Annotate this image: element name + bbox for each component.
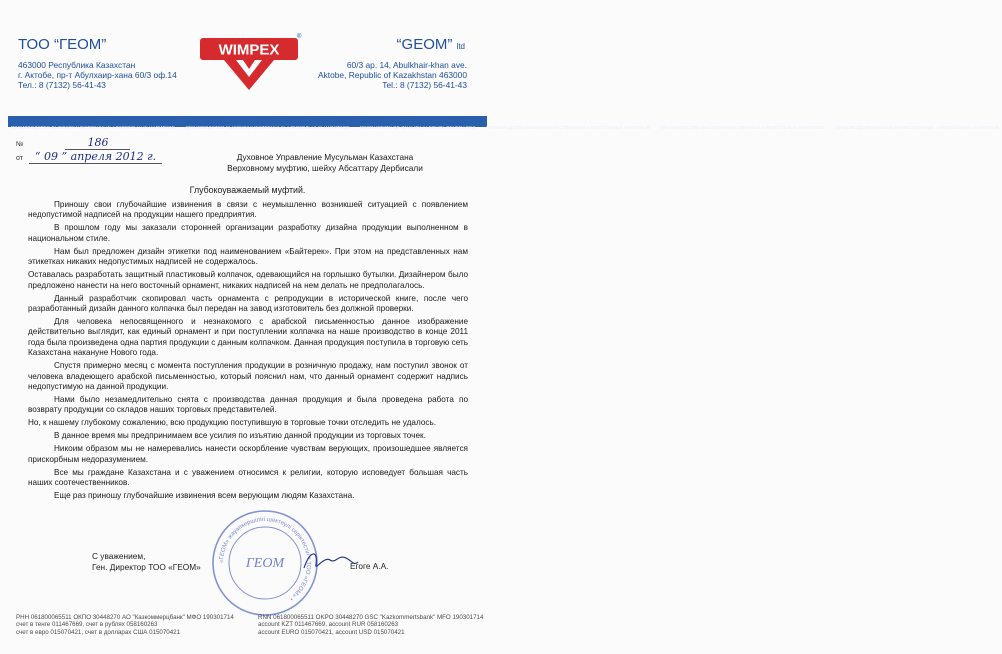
bank-line: РНН 061800065511 ОКПО 30448270 АО "Казкоммерцбанк" МФО 190301714 — [16, 614, 234, 621]
stamp-center-text: ГЕОМ — [245, 556, 285, 571]
bank-line: счет в евро 015070421, счет в долларах США 015070421 — [16, 628, 181, 636]
address-en — [307, 60, 467, 90]
reference-number — [16, 136, 130, 149]
banner-item: ПРОИЗВОДСТВО ВЫСОКОКАЧЕСТВЕННЫХ АЛКОГОЛЬНЫХ НАПИТКОВ — [834, 125, 999, 130]
body-paragraph: Нами было незамедлительно снята с производства данная продукция и была проведена работа по возврату продукции со складов наших торговых представителей. — [28, 395, 468, 415]
signature-closing: С уважением, — [92, 551, 146, 561]
signatory-name: Егоге А.А. — [350, 561, 389, 571]
recipient-block — [180, 152, 470, 174]
logo-registered-mark: ® — [297, 34, 302, 40]
banner-item: ПРОИЗВОДСТВО ВЫСОКОКАЧЕСТВЕННЫХ АЛКОГОЛЬНЫХ НАПИТКОВ — [486, 125, 651, 130]
body-paragraph: Для человека непосвященного и незнакомого с арабской письменностью данное изображение действительно выглядит, как единый орнамент и при поступлении колпачка на наше производство в конце 2011 года была произведена одна партия продукции с данным колпачком. Данная продукция поступила в торговую сеть Казахстана накануне Нового года. — [28, 317, 468, 358]
banner-item: ПРОИЗВОДСТВО ВЫСОКОКАЧЕСТВЕННЫХ АЛКОГОЛЬНЫХ НАПИТКОВ — [185, 125, 350, 130]
address-en-line: Aktobe, Republic of Kazakhstan 463000 — [318, 70, 467, 80]
body-paragraph: Нам был предложен дизайн этикетки под наименованием «Байтерек». При этом на представленных нам этикетках никаких недопустимых надписей не содержалось. — [28, 246, 468, 267]
bank-line: account EURO 015070421, account USD 015070421 — [258, 628, 405, 636]
body-paragraph: Все мы граждане Казахстана и с уважением относимся к религии, которую исповедует большая часть наших соотечественников. — [28, 467, 468, 488]
body-paragraph: Оставалась разработать защитный пластиковый колпачок, одевающийся на горлышко бутылки. Дизайнером было предложено нанести на него восточный орнамент, никаких надписей на нем делать не предполагалось. — [28, 270, 468, 290]
header-banner — [8, 116, 999, 130]
body-paragraph: Приношу свои глубочайшие извинения в связи с неумышленно возникшей ситуацией с появлением недопустимой надписей на продукции нашего предприятия. — [28, 200, 468, 220]
wimpex-logo — [196, 30, 302, 92]
logo-text: WIMPEX — [218, 41, 280, 59]
body-paragraph: Никоим образом мы не намеревались нанести оскорбление чувствам верующих, произошедшее является прискорбным недоразумением. — [28, 444, 468, 464]
address-en-line: Tel.: 8 (7132) 56-41-43 — [382, 80, 467, 90]
reference-number-value: 186 — [65, 136, 130, 150]
stamp-ring-textpath: «ГЕОМ» жауапкершілігі шектеулі серіктестігі * ТОО «ГЕОМ» * — [218, 516, 312, 601]
banner-item: PRODUCTION OF QUALITY ALCOHOL BEVERAGES — [359, 125, 476, 130]
reference-date — [16, 150, 162, 163]
body-paragraph: Но, к нашему глубокому сожалению, всю продукцию поступившую в торговые точки отследить не удалось. — [28, 418, 437, 428]
reference-number-label: № — [16, 141, 24, 148]
address-ru-line: 463000 Республика Казахстан — [18, 60, 136, 70]
bank-line: RNN 061800065511 OKPO 30448270 GSC "Kazkommertsbank" MFO 190301714 — [258, 614, 484, 621]
salutation: Глубокоуважаемый муфтий. — [189, 185, 306, 195]
body-paragraph: Данный разработчик скопировал часть орнамента с репродукции в исторической книге, после чего разработанный дизайн данного колпачка был передан на завод изготовитель без должной проверки. — [28, 293, 468, 314]
banner-item: ПРОИЗВОДСТВО ВЫСОКОКАЧЕСТВЕННЫХ АЛКОГОЛЬНЫХ НАПИТКОВ — [11, 125, 175, 130]
body-paragraph: В прошлом году мы заказали сторонней организации разработку дизайна продукции выполненном в национальном стиле. — [28, 223, 468, 243]
banner-item: ПРОИЗВОДСТВО ВЫСОКОКАЧЕСТВЕННЫХ АЛКОГОЛЬНЫХ НАПИТКОВ — [660, 125, 825, 130]
address-ru-line: Тел.: 8 (7132) 56-41-43 — [18, 80, 106, 90]
bank-details-en — [258, 614, 488, 636]
bank-line: account KZT 011467669, account RUR 058160263 — [258, 621, 399, 629]
company-name-ru: ТОО “ГЕОМ” — [18, 36, 107, 53]
body-paragraph: В данное время мы предпринимаем все усилия по изъятию данной продукции из торговых точек. — [54, 431, 426, 441]
company-name-en-suffix: ltd — [456, 42, 465, 51]
recipient-line: Духовное Управление Мусульман Казахстана — [236, 152, 414, 162]
body-paragraph: Еще раз приношу глубочайшие извинения всем верующим людям Казахстана. — [54, 491, 355, 501]
letter-body — [28, 200, 468, 504]
body-paragraph: Спустя примерно месяц с момента поступления продукции в розничную продажу, нам поступил звонок от человека владеющего арабской письменностью, который пояснил нам, что данный орнамент содержит надпись недопустимую на данной продукции. — [28, 361, 468, 392]
address-en-line: 60/3 ap. 14, Abulkhair-khan ave. — [346, 60, 467, 70]
reference-date-value: “ 09 ” апреля 2012 г. — [29, 150, 162, 164]
bank-details-ru — [16, 614, 246, 636]
company-name-en-main: “GEOM” — [396, 36, 453, 53]
reference-date-label: от — [16, 155, 23, 162]
recipient-line: Верховному муфтию, шейху Абсаттару Дербисали — [227, 163, 423, 173]
address-ru-line: г. Актобе, пр-т Абулхаир-хана 60/3 оф.14 — [18, 70, 177, 80]
company-name-en — [397, 36, 465, 53]
address-ru — [18, 60, 188, 90]
bank-line: счет в тенге 011467669, счет в рублях 058160263 — [16, 621, 158, 629]
signature-position: Ген. Директор ТОО «ГЕОМ» — [92, 561, 201, 572]
signature-block — [92, 551, 201, 572]
